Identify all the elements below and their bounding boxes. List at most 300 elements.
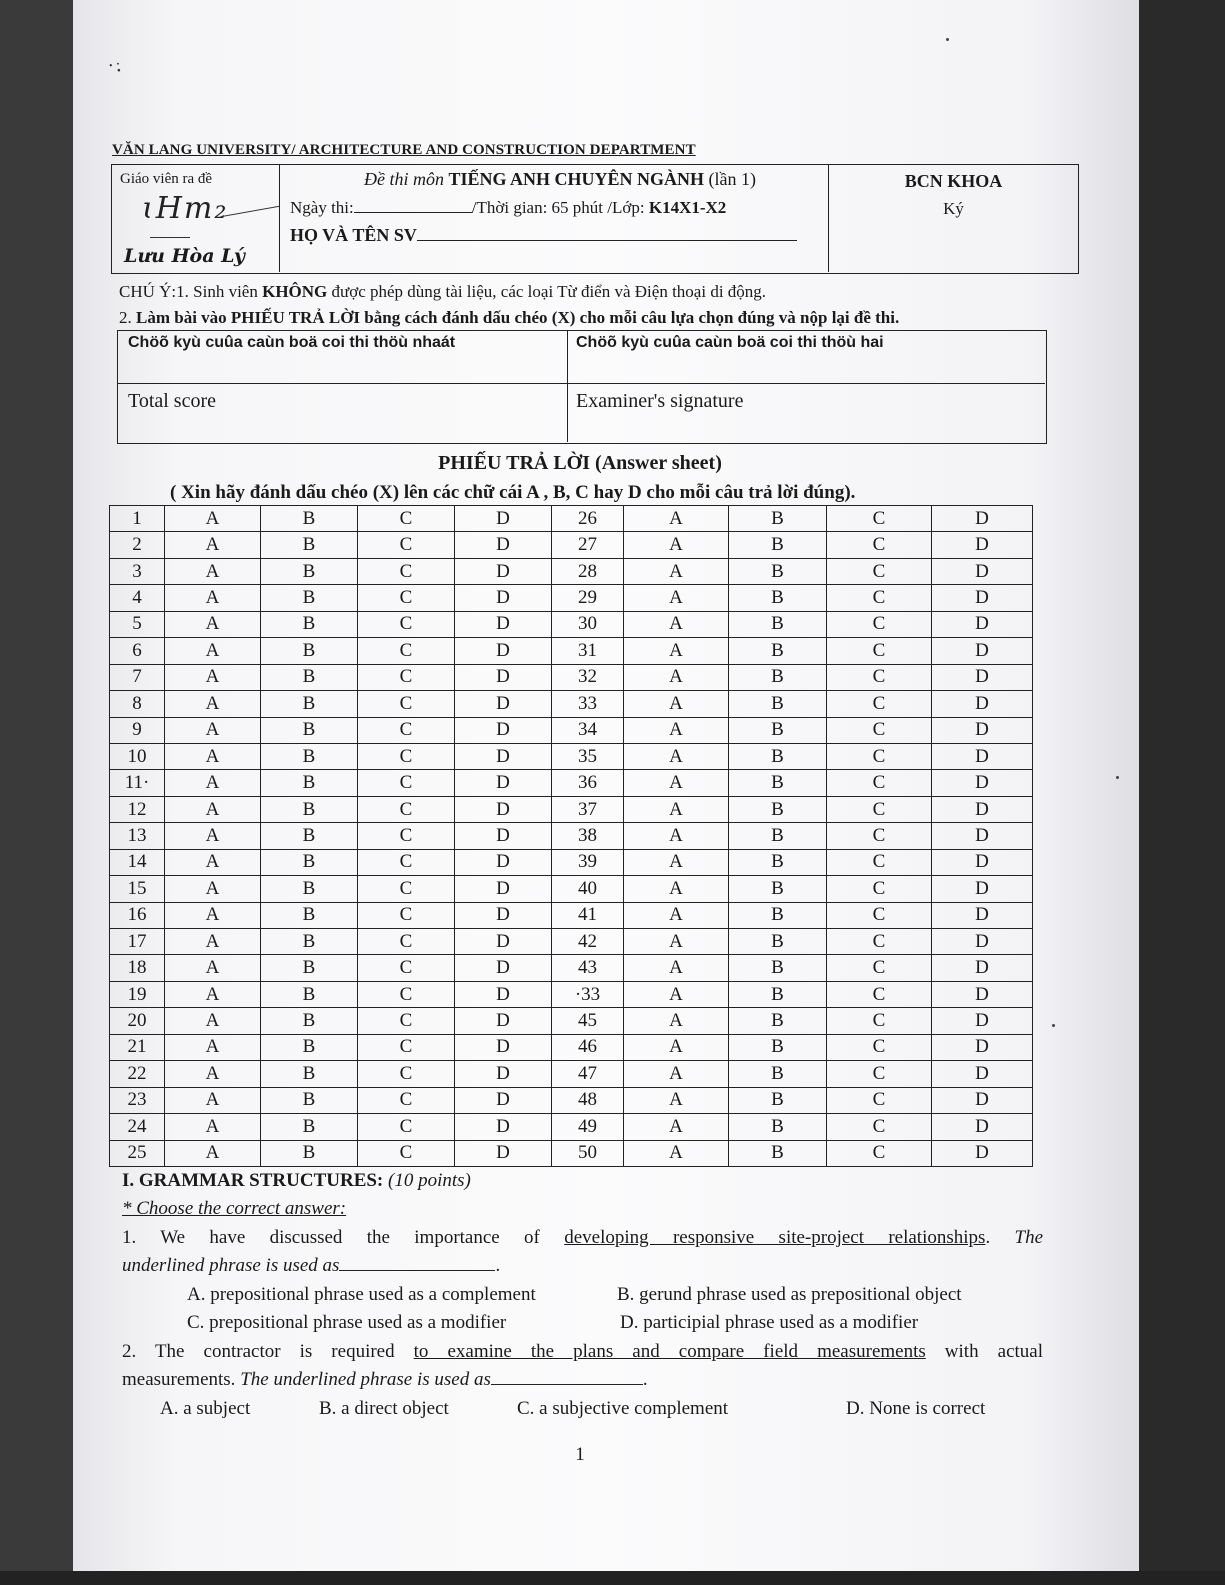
answer-option-d[interactable]: D [932, 823, 1033, 849]
answer-row [110, 532, 1033, 558]
answer-option-b[interactable]: B [729, 981, 827, 1007]
answer-option-a[interactable]: A [624, 823, 729, 849]
question-number: 15 [110, 876, 165, 902]
answer-option-b[interactable]: B [729, 1087, 827, 1113]
answer-option-b[interactable]: B [261, 902, 358, 928]
student-name-label: HỌ VÀ TÊN SV [290, 225, 417, 245]
answer-option-b[interactable]: B [729, 1140, 827, 1167]
question-number: 42 [552, 929, 624, 955]
answer-option-a[interactable]: A [165, 717, 261, 743]
question-1-option-b[interactable]: B. gerund phrase used as prepositional object [617, 1284, 962, 1305]
answer-option-c[interactable]: C [827, 849, 932, 875]
answer-row [110, 876, 1033, 902]
answer-row [110, 664, 1033, 690]
exam-date-line [290, 198, 726, 218]
question-number: 6 [110, 638, 165, 664]
examiner-signature-label: Examiner's signature [576, 390, 744, 412]
question-1-option-c[interactable]: C. prepositional phrase used as a modifier [187, 1312, 507, 1333]
question-number: 47 [552, 1061, 624, 1087]
grammar-title-text: I. GRAMMAR STRUCTURES: [122, 1170, 384, 1191]
answer-option-a[interactable]: A [165, 823, 261, 849]
answer-row [110, 506, 1033, 532]
answer-sheet-title-vi: PHIẾU TRẢ LỜI [438, 452, 591, 474]
answer-option-d[interactable]: D [455, 981, 552, 1007]
answer-option-a[interactable]: A [165, 796, 261, 822]
answer-option-d[interactable]: D [455, 585, 552, 611]
answer-option-c[interactable]: C [827, 876, 932, 902]
answer-option-a[interactable]: A [624, 691, 729, 717]
answer-option-d[interactable]: D [455, 1087, 552, 1113]
answer-option-d[interactable]: D [932, 849, 1033, 875]
note-2-text: Làm bài vào PHIẾU TRẢ LỜI bằng cách đánh dấu chéo (X) cho mỗi câu lựa chọn đúng và nộp lại đề thi. [136, 308, 900, 327]
answer-option-a[interactable]: A [165, 532, 261, 558]
answer-option-c[interactable]: C [358, 638, 455, 664]
answer-option-d[interactable]: D [455, 1114, 552, 1140]
answer-option-c[interactable]: C [358, 1140, 455, 1167]
answer-option-d[interactable]: D [932, 902, 1033, 928]
signature-stroke [150, 237, 190, 238]
answer-option-d[interactable]: D [932, 981, 1033, 1007]
answer-option-d[interactable]: D [932, 1087, 1033, 1113]
teacher-name: Lưu Hòa Lý [124, 245, 245, 267]
answer-option-c[interactable]: C [827, 585, 932, 611]
grammar-section-title [122, 1170, 471, 1192]
answer-option-a[interactable]: A [165, 1114, 261, 1140]
answer-option-c[interactable]: C [827, 1061, 932, 1087]
answer-option-b[interactable]: B [729, 1034, 827, 1060]
answer-option-d[interactable]: D [932, 638, 1033, 664]
question-number: 21 [110, 1034, 165, 1060]
answer-option-b[interactable]: B [261, 849, 358, 875]
question-number: 28 [552, 558, 624, 584]
answer-option-c[interactable]: C [827, 664, 932, 690]
answer-option-a[interactable]: A [165, 638, 261, 664]
answer-option-b[interactable]: B [729, 664, 827, 690]
question-2-option-a[interactable]: A. a subject [160, 1398, 251, 1419]
answer-option-b[interactable]: B [261, 558, 358, 584]
answer-option-c[interactable]: C [358, 876, 455, 902]
question-number: 46 [552, 1034, 624, 1060]
answer-option-c[interactable]: C [358, 981, 455, 1007]
answer-row [110, 1061, 1033, 1087]
answer-option-c[interactable]: C [827, 770, 932, 796]
answer-option-a[interactable]: A [624, 955, 729, 981]
answer-option-a[interactable]: A [624, 611, 729, 637]
question-number: 23 [110, 1087, 165, 1113]
answer-option-c[interactable]: C [358, 929, 455, 955]
answer-option-a[interactable]: A [165, 611, 261, 637]
answer-option-b[interactable]: B [261, 743, 358, 769]
question-2-line-1 [122, 1341, 1043, 1363]
answer-option-d[interactable]: D [455, 664, 552, 690]
answer-option-b[interactable]: B [261, 1114, 358, 1140]
question-number: 1 [110, 506, 165, 532]
question-1-punct: . [985, 1227, 1015, 1248]
answer-option-a[interactable]: A [624, 743, 729, 769]
answer-option-a[interactable]: A [165, 1140, 261, 1167]
answer-option-a[interactable]: A [165, 558, 261, 584]
answer-row [110, 691, 1033, 717]
answer-option-c[interactable]: C [827, 1140, 932, 1167]
answer-option-a[interactable]: A [624, 1061, 729, 1087]
answer-option-d[interactable]: D [932, 1008, 1033, 1034]
answer-option-a[interactable]: A [624, 585, 729, 611]
answer-option-b[interactable]: B [729, 955, 827, 981]
answer-option-a[interactable]: A [165, 770, 261, 796]
answer-option-c[interactable]: C [827, 743, 932, 769]
answer-option-c[interactable]: C [827, 691, 932, 717]
answer-option-d[interactable]: D [932, 691, 1033, 717]
answer-option-a[interactable]: A [165, 585, 261, 611]
question-number: 29 [552, 585, 624, 611]
question-2-option-d[interactable]: D. None is correct [846, 1398, 986, 1419]
answer-option-b[interactable]: B [729, 1008, 827, 1034]
answer-option-b[interactable]: B [261, 506, 358, 532]
question-number: 49 [552, 1114, 624, 1140]
answer-option-a[interactable]: A [624, 981, 729, 1007]
answer-option-c[interactable]: C [358, 506, 455, 532]
answer-option-c[interactable]: C [827, 902, 932, 928]
answer-option-d[interactable]: D [455, 558, 552, 584]
answer-option-d[interactable]: D [455, 955, 552, 981]
exam-attempt: (lần 1) [708, 169, 757, 189]
question-number: 30 [552, 611, 624, 637]
answer-option-a[interactable]: A [624, 796, 729, 822]
answer-option-a[interactable]: A [165, 1008, 261, 1034]
answer-option-b[interactable]: B [729, 770, 827, 796]
answer-option-a[interactable]: A [165, 506, 261, 532]
note-2-number: 2. [119, 308, 136, 327]
answer-option-b[interactable]: B [261, 1008, 358, 1034]
answer-option-b[interactable]: B [261, 1061, 358, 1087]
answer-option-d[interactable]: D [932, 611, 1033, 637]
question-number: ·33 [552, 981, 624, 1007]
question-number: 25 [110, 1140, 165, 1167]
dept-head-label: BCN KHOA [904, 171, 1003, 191]
answer-option-a[interactable]: A [165, 981, 261, 1007]
answer-option-c[interactable]: C [358, 743, 455, 769]
answer-option-b[interactable]: B [261, 717, 358, 743]
question-2-option-b[interactable]: B. a direct object [319, 1398, 449, 1419]
answer-option-b[interactable]: B [729, 506, 827, 532]
answer-option-a[interactable]: A [165, 1061, 261, 1087]
answer-row [110, 1008, 1033, 1034]
answer-option-b[interactable]: B [261, 796, 358, 822]
answer-option-b[interactable]: B [261, 1087, 358, 1113]
question-number: 37 [552, 796, 624, 822]
answer-grid [109, 505, 1033, 1167]
answer-option-c[interactable]: C [358, 770, 455, 796]
question-1-text: 1. We have discussed the importance of [122, 1227, 565, 1248]
answer-option-c[interactable]: C [827, 506, 932, 532]
answer-option-c[interactable]: C [827, 532, 932, 558]
answer-option-a[interactable]: A [624, 929, 729, 955]
answer-option-b[interactable]: B [261, 770, 358, 796]
answer-option-d[interactable]: D [932, 532, 1033, 558]
answer-option-a[interactable]: A [165, 1034, 261, 1060]
answer-option-b[interactable]: B [729, 611, 827, 637]
question-number: 50 [552, 1140, 624, 1167]
answer-option-d[interactable]: D [932, 506, 1033, 532]
answer-option-c[interactable]: C [358, 796, 455, 822]
answer-option-d[interactable]: D [455, 796, 552, 822]
answer-option-b[interactable]: B [729, 929, 827, 955]
question-1-option-a[interactable]: A. prepositional phrase used as a complement [187, 1284, 536, 1305]
answer-option-c[interactable]: C [358, 1114, 455, 1140]
answer-option-d[interactable]: D [455, 1061, 552, 1087]
answer-option-b[interactable]: B [729, 532, 827, 558]
answer-option-a[interactable]: A [165, 876, 261, 902]
answer-option-c[interactable]: C [358, 1087, 455, 1113]
answer-option-d[interactable]: D [455, 902, 552, 928]
answer-row [110, 770, 1033, 796]
exam-title [364, 169, 756, 190]
answer-option-d[interactable]: D [932, 717, 1033, 743]
score-box-divider [567, 331, 568, 442]
answer-option-c[interactable]: C [358, 691, 455, 717]
answer-option-c[interactable]: C [827, 981, 932, 1007]
answer-option-d[interactable]: D [932, 1061, 1033, 1087]
question-number: 48 [552, 1087, 624, 1113]
answer-row [110, 1087, 1033, 1113]
question-number: 11· [110, 770, 165, 796]
answer-option-a[interactable]: A [624, 1034, 729, 1060]
question-2-underlined: to examine the plans and compare field measurements [413, 1341, 926, 1362]
question-number: 35 [552, 743, 624, 769]
answer-option-d[interactable]: D [932, 743, 1033, 769]
question-number: 38 [552, 823, 624, 849]
answer-option-d[interactable]: D [455, 876, 552, 902]
answer-option-c[interactable]: C [827, 796, 932, 822]
question-number: 26 [552, 506, 624, 532]
answer-option-c[interactable]: C [358, 823, 455, 849]
answer-option-b[interactable]: B [261, 1140, 358, 1167]
answer-option-a[interactable]: A [165, 743, 261, 769]
answer-option-d[interactable]: D [455, 929, 552, 955]
answer-option-c[interactable]: C [827, 955, 932, 981]
answer-option-d[interactable]: D [455, 717, 552, 743]
answer-option-b[interactable]: B [729, 691, 827, 717]
answer-option-b[interactable]: B [261, 611, 358, 637]
answer-option-c[interactable]: C [827, 1114, 932, 1140]
answer-option-b[interactable]: B [729, 1061, 827, 1087]
question-1-end: . [495, 1255, 501, 1276]
grammar-subtitle: * Choose the correct answer: [122, 1198, 347, 1219]
answer-option-d[interactable]: D [455, 638, 552, 664]
answer-option-c[interactable]: C [358, 1061, 455, 1087]
answer-option-a[interactable]: A [624, 638, 729, 664]
question-number: 9 [110, 717, 165, 743]
answer-option-c[interactable]: C [827, 823, 932, 849]
answer-option-c[interactable]: C [358, 1008, 455, 1034]
answer-sheet-title [0, 452, 1160, 475]
answer-option-d[interactable]: D [455, 532, 552, 558]
answer-option-a[interactable]: A [165, 1087, 261, 1113]
answer-option-b[interactable]: B [729, 902, 827, 928]
answer-option-d[interactable]: D [932, 664, 1033, 690]
scan-margin-left [0, 0, 73, 1585]
answer-option-d[interactable]: D [932, 876, 1033, 902]
answer-option-b[interactable]: B [261, 823, 358, 849]
answer-option-a[interactable]: A [624, 664, 729, 690]
question-number: 36 [552, 770, 624, 796]
sign-label: Ký [943, 199, 964, 218]
answer-option-d[interactable]: D [932, 955, 1033, 981]
answer-option-d[interactable]: D [932, 1140, 1033, 1167]
answer-option-a[interactable]: A [624, 1087, 729, 1113]
answer-option-b[interactable]: B [729, 743, 827, 769]
answer-option-c[interactable]: C [827, 717, 932, 743]
total-score-label: Total score [128, 390, 217, 412]
question-2-line-2 [122, 1369, 648, 1391]
answer-option-b[interactable]: B [729, 876, 827, 902]
answer-option-d[interactable]: D [455, 1034, 552, 1060]
answer-option-a[interactable]: A [624, 1114, 729, 1140]
answer-option-c[interactable]: C [358, 955, 455, 981]
answer-option-a[interactable]: A [624, 717, 729, 743]
answer-option-b[interactable]: B [729, 796, 827, 822]
answer-option-a[interactable]: A [165, 955, 261, 981]
answer-option-d[interactable]: D [455, 770, 552, 796]
answer-option-d[interactable]: D [932, 929, 1033, 955]
question-number: 32 [552, 664, 624, 690]
date-blank [354, 212, 472, 213]
answer-option-c[interactable]: C [358, 532, 455, 558]
answer-option-b[interactable]: B [729, 558, 827, 584]
answer-row [110, 717, 1033, 743]
answer-option-d[interactable]: D [455, 506, 552, 532]
answer-option-d[interactable]: D [455, 691, 552, 717]
question-1-underlined: developing responsive site-project relationships [564, 1227, 986, 1248]
answer-option-b[interactable]: B [729, 823, 827, 849]
answer-option-a[interactable]: A [624, 558, 729, 584]
question-1-line-2 [122, 1255, 500, 1277]
answer-option-c[interactable]: C [358, 849, 455, 875]
answer-option-d[interactable]: D [932, 770, 1033, 796]
note-1 [119, 282, 766, 302]
question-number: 19 [110, 981, 165, 1007]
answer-option-a[interactable]: A [165, 929, 261, 955]
answer-option-c[interactable]: C [827, 1008, 932, 1034]
answer-option-a[interactable]: A [165, 691, 261, 717]
answer-option-b[interactable]: B [261, 929, 358, 955]
answer-option-c[interactable]: C [827, 638, 932, 664]
answer-option-b[interactable]: B [261, 876, 358, 902]
question-number: 41 [552, 902, 624, 928]
answer-option-b[interactable]: B [261, 585, 358, 611]
answer-option-b[interactable]: B [261, 1034, 358, 1060]
student-name-line [290, 225, 797, 246]
answer-option-a[interactable]: A [624, 506, 729, 532]
answer-option-c[interactable]: C [827, 1034, 932, 1060]
answer-row [110, 796, 1033, 822]
question-number: 27 [552, 532, 624, 558]
answer-option-c[interactable]: C [827, 929, 932, 955]
second-examiner-label: Chöõ kyù cuûa caùn boä coi thi thöù hai [576, 334, 884, 351]
answer-option-d[interactable]: D [932, 585, 1033, 611]
answer-option-b[interactable]: B [729, 585, 827, 611]
answer-option-b[interactable]: B [261, 691, 358, 717]
answer-option-a[interactable]: A [624, 770, 729, 796]
answer-option-d[interactable]: D [455, 849, 552, 875]
answer-option-d[interactable]: D [932, 1034, 1033, 1060]
answer-option-a[interactable]: A [624, 849, 729, 875]
answer-option-d[interactable]: D [455, 611, 552, 637]
question-number: 22 [110, 1061, 165, 1087]
answer-option-a[interactable]: A [624, 1140, 729, 1167]
page-number: 1 [575, 1444, 585, 1465]
answer-option-b[interactable]: B [261, 955, 358, 981]
teacher-signature: ɩHm₂ [142, 191, 229, 226]
question-2-end: . [642, 1369, 648, 1390]
answer-option-a[interactable]: A [165, 849, 261, 875]
answer-option-b[interactable]: B [261, 664, 358, 690]
answer-option-a[interactable]: A [624, 902, 729, 928]
answer-option-a[interactable]: A [165, 664, 261, 690]
answer-option-a[interactable]: A [624, 876, 729, 902]
scan-bottom-edge [0, 1571, 1225, 1585]
question-number: 43 [552, 955, 624, 981]
answer-option-c[interactable]: C [827, 1087, 932, 1113]
answer-option-d[interactable]: D [932, 558, 1033, 584]
question-1-option-d[interactable]: D. participial phrase used as a modifier [620, 1312, 919, 1333]
question-number: 17 [110, 929, 165, 955]
answer-option-c[interactable]: C [358, 717, 455, 743]
answer-option-b[interactable]: B [729, 1114, 827, 1140]
answer-option-d[interactable]: D [455, 823, 552, 849]
answer-option-a[interactable]: A [165, 902, 261, 928]
answer-option-b[interactable]: B [261, 638, 358, 664]
answer-option-c[interactable]: C [358, 1034, 455, 1060]
answer-sheet-title-en: (Answer sheet) [595, 452, 722, 474]
answer-option-a[interactable]: A [624, 532, 729, 558]
scan-smudge: ˙͘· [106, 57, 125, 84]
dept-head-cell [828, 165, 1078, 272]
signature-stroke [220, 206, 279, 217]
answer-option-d[interactable]: D [455, 743, 552, 769]
question-number: 20 [110, 1008, 165, 1034]
question-number: 5 [110, 611, 165, 637]
answer-option-c[interactable]: C [358, 585, 455, 611]
answer-row [110, 585, 1033, 611]
answer-option-d[interactable]: D [455, 1008, 552, 1034]
answer-option-c[interactable]: C [358, 902, 455, 928]
answer-option-c[interactable]: C [358, 664, 455, 690]
teacher-label: Giáo viên ra đề [120, 171, 213, 187]
student-name-blank [417, 240, 797, 241]
answer-option-b[interactable]: B [729, 717, 827, 743]
answer-option-d[interactable]: D [932, 796, 1033, 822]
answer-option-b[interactable]: B [729, 638, 827, 664]
answer-option-c[interactable]: C [358, 611, 455, 637]
note-1-text-end: được phép dùng tài liệu, các loại Từ điển và Điện thoại di động. [327, 282, 767, 301]
answer-option-d[interactable]: D [932, 1114, 1033, 1140]
question-number: 14 [110, 849, 165, 875]
exam-title-prefix: Đề thi môn [364, 169, 444, 189]
university-header: VĂN LANG UNIVERSITY/ ARCHITECTURE AND CONSTRUCTION DEPARTMENT [112, 142, 696, 158]
question-1-prompt: underlined phrase is used as [122, 1255, 340, 1276]
answer-option-c[interactable]: C [358, 558, 455, 584]
answer-option-c[interactable]: C [827, 558, 932, 584]
answer-option-a[interactable]: A [624, 1008, 729, 1034]
answer-option-b[interactable]: B [261, 532, 358, 558]
answer-option-d[interactable]: D [455, 1140, 552, 1167]
answer-row [110, 929, 1033, 955]
answer-option-b[interactable]: B [729, 849, 827, 875]
answer-option-b[interactable]: B [261, 981, 358, 1007]
question-2-option-c[interactable]: C. a subjective complement [517, 1398, 729, 1419]
answer-option-c[interactable]: C [827, 611, 932, 637]
